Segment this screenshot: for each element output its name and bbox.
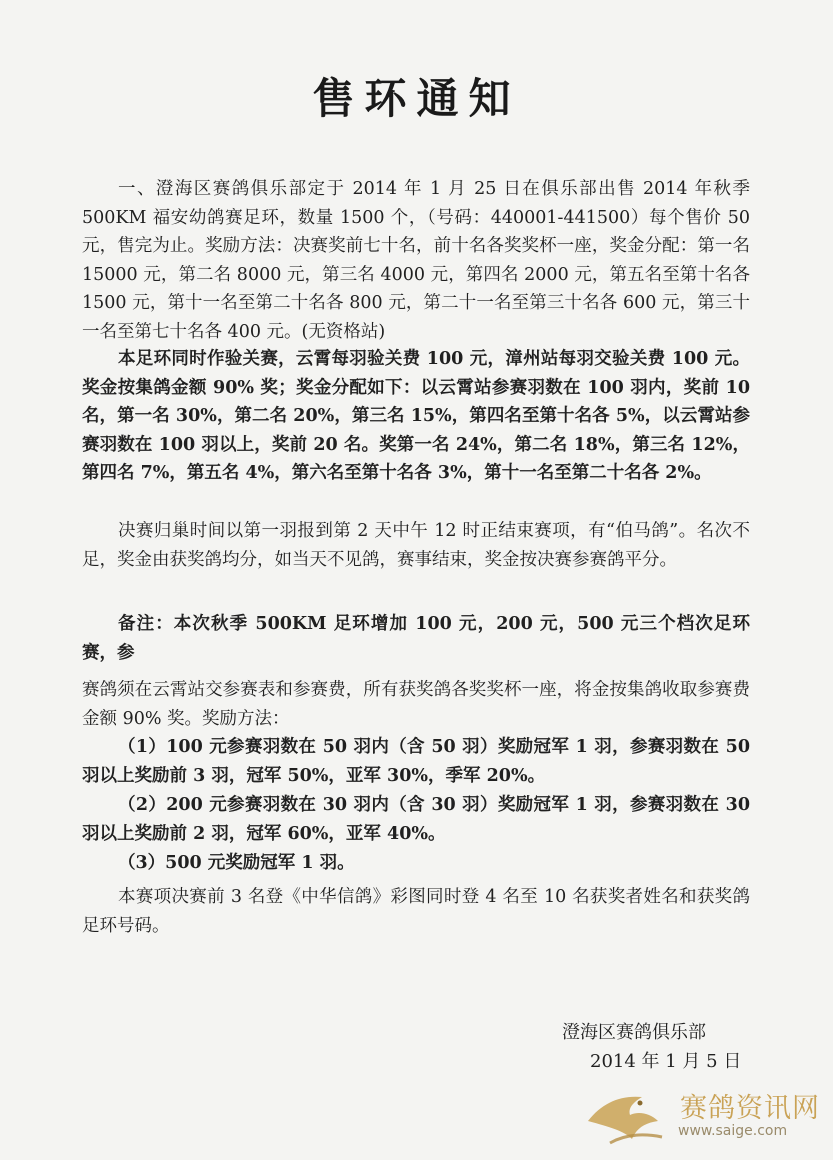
paragraph-tier-200: （2）200 元参赛羽数在 30 羽内（含 30 羽）奖励冠军 1 羽，参赛羽数在 30 羽以上奖励前 2 羽，冠军 60%，亚军 40%。: [82, 795, 750, 844]
paragraph-sale-info: 一、澄海区赛鸽俱乐部定于 2014 年 1 月 25 日在俱乐部出售 2014 年秋季 500KM 福安幼鸽赛足环，数量 1500 个，（号码：440001-441500）每个售价 50 元，售完为止。奖励方法：决赛奖前七十名，前十名各奖奖杯一座，奖金分配：第一名 15000 元，第二名 8000 元，第三名 4000 元，第四名 2000 元，第五名至第十名各 1500 元，第十一名至第二十名各 800 元，第二十一名至第三十名各 600 元，第三十一名至第七十名各 400 元。(无资格站): [82, 179, 750, 342]
paragraph-remark-continued: 赛鸽须在云霄站交参赛表和参赛费，所有获奖鸽各奖奖杯一座，将金按集鸽收取参赛费金额 90% 奖。奖励方法：: [82, 680, 750, 729]
paragraph-tier-100: （1）100 元参赛羽数在 50 羽内（含 50 羽）奖励冠军 1 羽，参赛羽数在 50 羽以上奖励前 3 羽，冠军 50%，亚军 30%，季军 20%。: [82, 737, 750, 786]
watermark: [580, 1083, 820, 1153]
paragraph-publication: 本赛项决赛前 3 名登《中华信鸽》彩图同时登 4 名至 10 名获奖者姓名和获奖鸽足环号码。: [82, 887, 750, 936]
signature-organization: 澄海区赛鸽俱乐部: [562, 1022, 706, 1043]
signature-date: 2014 年 1 月 5 日: [590, 1051, 742, 1072]
pigeon-logo-icon: [580, 1083, 680, 1149]
watermark-text: 赛鸽资讯网: [680, 1093, 820, 1124]
document-title: 售环通知: [312, 74, 521, 123]
paragraph-final-return: 决赛归巢时间以第一羽报到第 2 天中午 12 时正结束赛项，有“伯马鸽”。名次不足，奖金由获奖鸽均分，如当天不见鸽，赛事结束，奖金按决赛参赛鸽平分。: [82, 521, 750, 570]
watermark-url: www.saige.com: [678, 1123, 788, 1139]
paragraph-checkpoint-race: 本足环同时作验关赛，云霄每羽验关费 100 元，漳州站每羽交验关费 100 元。奖金按集鸽金额 90% 奖；奖金分配如下：以云霄站参赛羽数在 100 羽内，奖前 10 名，第一名 30%，第二名 20%，第三名 15%，第四名至第十名各 5%，以云霄站参赛羽数在 100 羽以上，奖前 20 名。奖第一名 24%，第二名 18%，第三名 12%，第四名 7%，第五名 4%，第六名至第十名各 3%，第十一名至第二十名各 2%。: [82, 349, 750, 483]
paragraph-remark: 备注：本次秋季 500KM 足环增加 100 元，200 元，500 元三个档次足环赛，参: [82, 614, 750, 663]
paragraph-tier-500: （3）500 元奖励冠军 1 羽。: [118, 853, 355, 873]
